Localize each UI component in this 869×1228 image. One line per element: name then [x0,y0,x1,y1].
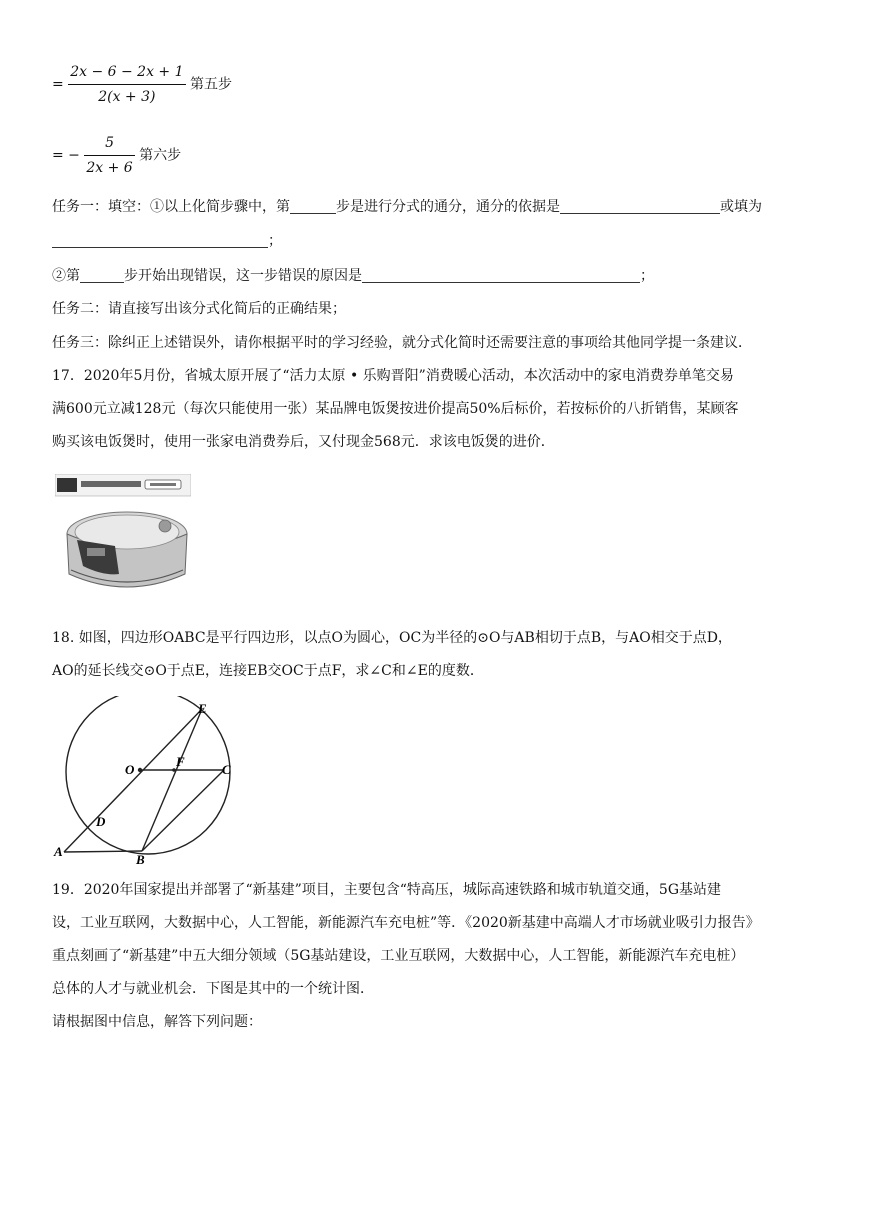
numerator: 2x − 6 − 2x + 1 [68,62,185,85]
label-b: B [136,852,145,866]
geometry-diagram [52,696,252,866]
circle-parallelogram-figure [52,696,252,866]
question-19-line: 设，工业互联网，大数据中心，人工智能，新能源汽车充电桩”等．《2020新基建中高端人才市场就业吸引力报告》 [52,915,760,931]
denominator: 2x + 6 [86,160,133,176]
label-e: E [198,701,207,716]
fraction [68,62,185,107]
task-one-text: 任务一：填空：①以上化简步骤中，第 [52,199,290,215]
task-one-line-1 [52,197,762,217]
denominator: 2(x + 3) [98,89,156,105]
task-one-text: ②第 [52,268,80,284]
question-19-line: 重点刻画了“新基建”中五大细分领域（5G基站建设，工业互联网，大数据中心，人工智能，新能源汽车充电桩） [52,948,745,964]
task-one-text: ； [268,233,282,249]
answer-blank-error-step[interactable] [80,268,124,283]
task-one-text: 或填为 [720,199,762,215]
question-18-line: 18. 如图，四边形OABC是平行四边形，以点O为圆心，OC为半径的⊙O与AB相切于点B，与AO相交于点D， [52,630,732,646]
label-f: F [176,754,185,769]
task-two: 任务二：请直接写出该分式化简后的正确结果； [52,301,346,317]
task-one-line-3 [52,266,654,286]
question-17-line: 购买该电饭煲时，使用一张家电消费券后，又付现金568元．求该电饭煲的进价． [52,434,555,450]
label-a: A [54,844,63,859]
equals-sign: = [52,76,64,93]
task-one-text: 步开始出现错误，这一步错误的原因是 [124,268,362,284]
step-six-expression [52,133,181,178]
question-18 [52,622,822,688]
question-19-line: 19．2020年国家提出并部署了“新基建”项目，主要包含“特高压，城际高速铁路和城市轨道交通，5G基站建 [52,882,722,898]
line-ae [64,709,202,852]
question-17-line: 17．2020年5月份，省城太原开展了“活力太原 • 乐购晋阳”消费暖心活动，本次活动中的家电消费券单笔交易 [52,368,734,384]
rice-cooker-illustration [55,474,191,598]
equals-minus-sign: = − [52,147,80,164]
task-one-text: ； [640,268,654,284]
answer-blank-error-reason[interactable] [362,268,640,283]
step-label: 第六步 [139,147,182,164]
label-d: D [96,814,106,829]
point-o-dot [138,768,142,772]
rice-cooker-image [55,474,191,598]
question-17 [52,360,822,459]
segment-ab [64,851,142,852]
question-19-line: 请根据图中信息，解答下列问题： [52,1014,262,1030]
question-19 [52,874,822,1039]
question-19-line: 总体的人才与就业机会．下图是其中的一个统计图． [52,981,374,997]
segment-bc [142,770,224,851]
task-three: 任务三：除纠正上述错误外，请你根据平时的学习经验，就分式化简时还需要注意的事项给其他同学提一条建议． [52,335,752,351]
answer-blank-step[interactable] [290,199,336,214]
numerator: 5 [84,133,134,156]
fraction [84,133,134,178]
label-c: C [222,762,231,777]
answer-blank-basis[interactable] [560,199,720,214]
task-one-line-2 [52,231,282,251]
question-17-line: 满600元立减128元（每次只能使用一张）某品牌电饭煲按进价提高50%后标价，若按标价的八折销售，某顾客 [52,401,739,417]
step-label: 第五步 [189,76,232,93]
answer-blank-alt[interactable] [52,233,268,248]
segment-eb [142,709,202,851]
question-18-line: AO的延长线交⊙O于点E，连接EB交OC于点F，求∠C和∠E的度数． [52,663,484,679]
circle-o [66,696,230,854]
step-five-expression [52,62,232,107]
task-one-text: 步是进行分式的通分，通分的依据是 [336,199,560,215]
label-o: O [125,762,135,777]
